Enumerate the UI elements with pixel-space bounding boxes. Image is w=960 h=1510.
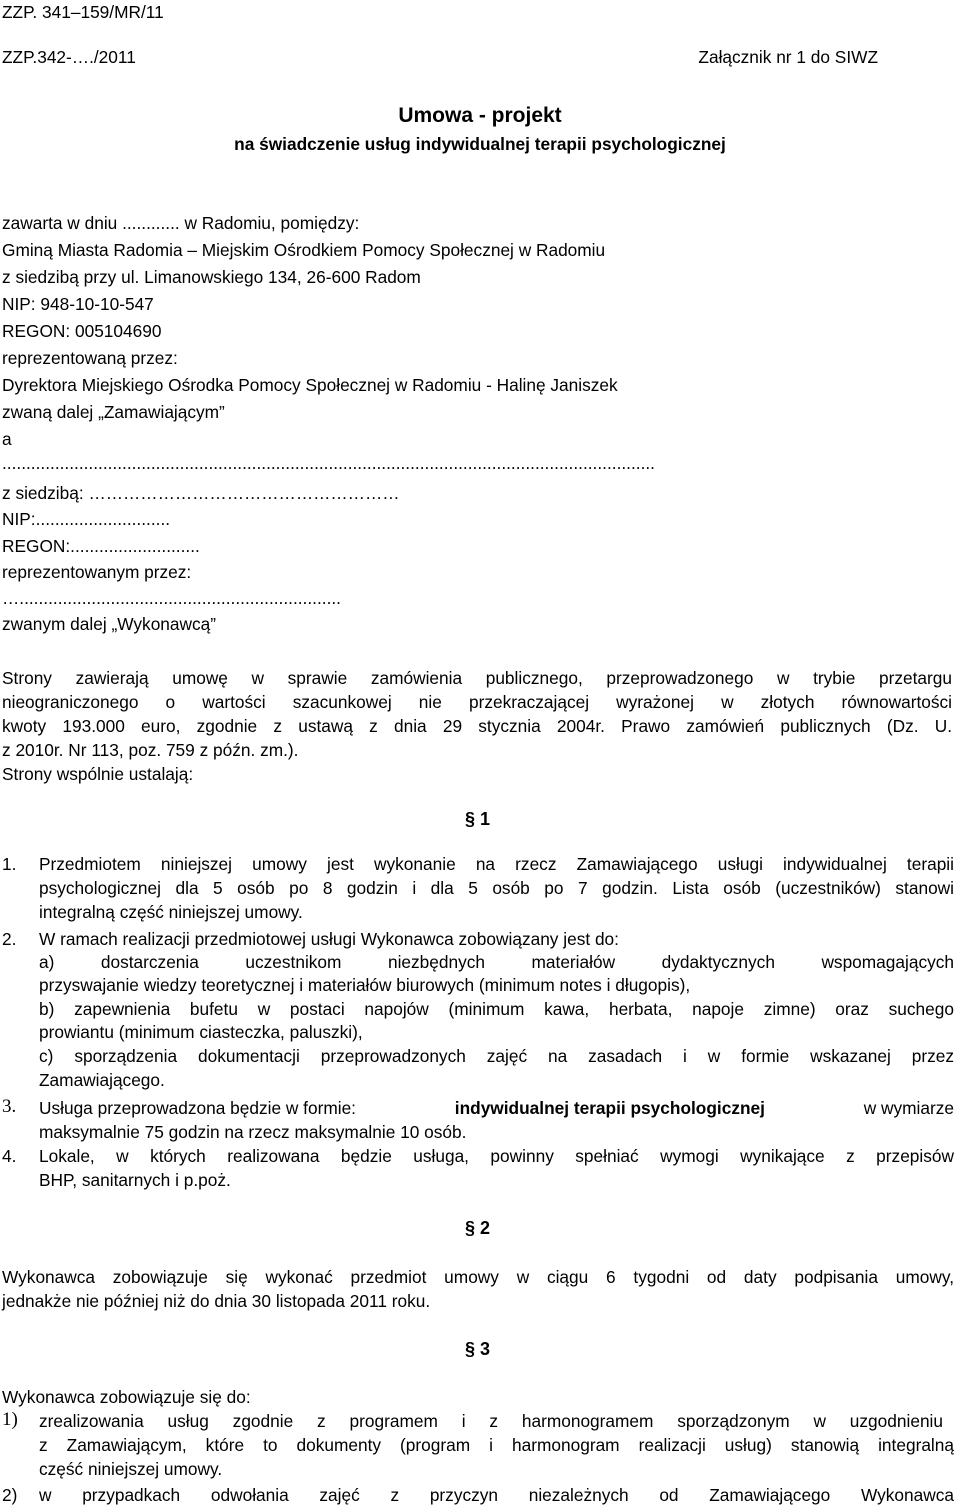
document-subtitle: na świadczenie usług indywidualnej terapii psychologicznej <box>234 134 726 154</box>
item-number: 3. <box>2 1096 17 1117</box>
s1-p1-line: integralną część niniejszej umowy. <box>39 902 303 922</box>
s1-p1-line: Przedmiotem niniejszej umowy jest wykonanie na rzecz Zamawiającego usługi indywidualnej terapii <box>39 854 954 874</box>
s2-line: jednakże nie później niż do dnia 30 listopada 2011 roku. <box>2 1291 431 1311</box>
party-line: REGON: 005104690 <box>2 321 162 341</box>
s1-p2b-line: prowiantu (minimum ciasteczka, paluszki), <box>39 1022 363 1042</box>
s1-p3-line <box>39 1097 954 1119</box>
s1-p2-line: W ramach realizacji przedmiotowej usługi Wykonawca zobowiązany jest do: <box>39 929 619 949</box>
party-line: a <box>2 429 12 449</box>
party-line: zwaną dalej „Zamawiającym” <box>2 402 225 422</box>
s1-p4-line: BHP, sanitarnych i p.poż. <box>39 1170 231 1190</box>
party-line: ........................................................................................................................................ <box>2 453 655 473</box>
party-line: …................................................................... <box>2 588 341 608</box>
s3-p2-line: w przypadkach odwołania zajęć z przyczyn niezależnych od Zamawiającego Wykonawca <box>39 1485 954 1505</box>
party-line: z siedzibą: ……………………………………………… <box>2 483 400 503</box>
party-line: NIP:............................ <box>2 509 171 529</box>
party-line: z siedzibą przy ul. Limanowskiego 134, 26-600 Radom <box>2 267 421 287</box>
s1-p1-line: psychologicznej dla 5 osób po 8 godzin i dla 5 osób po 7 godzin. Lista osób (uczestników) stanowi <box>39 878 954 898</box>
item-number: 1. <box>2 854 17 874</box>
item-number: 2) <box>2 1485 18 1505</box>
s1-p3-text-bold: indywidualnej terapii psychologicznej <box>454 1098 765 1118</box>
attachment-label: Załącznik nr 1 do SIWZ <box>698 47 878 67</box>
party-line: Gminą Miasta Radomia – Miejskim Ośrodkiem Pomocy Społecznej w Radomiu <box>2 240 606 260</box>
item-number: 4. <box>2 1146 17 1166</box>
section-2-heading: § 2 <box>465 1218 491 1238</box>
intro-line: Strony zawierają umowę w sprawie zamówienia publicznego, przeprowadzonego w trybie przetargu <box>2 668 952 688</box>
item-number: 2. <box>2 929 17 949</box>
party-line: reprezentowanym przez: <box>2 562 192 582</box>
s1-p3-text-c: w wymiarze <box>863 1098 954 1118</box>
s3-intro: Wykonawca zobowiązuje się do: <box>2 1387 251 1407</box>
s3-p1-line: zrealizowania usług zgodnie z programem i z harmonogramem sporządzonym w uzgodnieniu <box>39 1411 943 1431</box>
s1-p4-line: Lokale, w których realizowana będzie usługa, powinny spełniać wymogi wynikające z przepisów <box>39 1146 954 1166</box>
party-line: zwanym dalej „Wykonawcą” <box>2 614 217 634</box>
section-3-heading: § 3 <box>465 1339 491 1359</box>
s1-p2a-line: przyswajanie wiedzy teoretycznej i materiałów biurowych (minimum notes i długopis), <box>39 975 691 995</box>
item-number: 1) <box>2 1409 18 1430</box>
intro-line: Strony wspólnie ustalają: <box>2 764 194 784</box>
party-line: Dyrektora Miejskiego Ośrodka Pomocy Społecznej w Radomiu - Halinę Janiszek <box>2 375 618 395</box>
party-line: reprezentowaną przez: <box>2 348 178 368</box>
reference-number-2: ZZP.342-…./2011 <box>2 47 136 67</box>
intro-line: z 2010r. Nr 113, poz. 759 z późn. zm.). <box>2 740 299 760</box>
s1-p2c-line: c) sporządzenia dokumentacji przeprowadzonych zajęć na zasadach i w formie wskazanej przez <box>39 1046 954 1066</box>
s1-p3-text-a: Usługa przeprowadzona będzie w formie: <box>39 1098 356 1118</box>
s1-p2a-line: a) dostarczenia uczestnikom niezbędnych materiałów dydaktycznych wspomagających <box>39 952 954 972</box>
party-line: NIP: 948-10-10-547 <box>2 294 154 314</box>
s3-p1-line: część niniejszej umowy. <box>39 1459 223 1479</box>
s1-p2b-line: b) zapewnienia bufetu w postaci napojów (minimum kawa, herbata, napoje zimne) oraz suchego <box>39 999 954 1019</box>
s2-line: Wykonawca zobowiązuje się wykonać przedmiot umowy w ciągu 6 tygodni od daty podpisania umowy, <box>2 1267 954 1287</box>
s3-p1-line: z Zamawiającym, które to dokumenty (program i harmonogram realizacji usług) stanowią integralną <box>39 1435 954 1455</box>
s1-p2c-line: Zamawiającego. <box>39 1070 165 1090</box>
intro-line: kwoty 193.000 euro, zgodnie z ustawą z dnia 29 stycznia 2004r. Prawo zamówień publicznych (Dz. U. <box>2 716 952 736</box>
section-1-heading: § 1 <box>465 809 491 829</box>
intro-line: nieograniczonego o wartości szacunkowej nie przekraczającej wyrażonej w złotych równowartości <box>2 692 952 712</box>
s1-p3-line: maksymalnie 75 godzin na rzecz maksymalnie 10 osób. <box>39 1122 467 1142</box>
party-line: REGON:........................... <box>2 536 200 556</box>
reference-number-1: ZZP. 341–159/MR/11 <box>2 2 164 22</box>
party-line: zawarta w dniu ............ w Radomiu, pomiędzy: <box>2 213 360 233</box>
document-title: Umowa - projekt <box>398 104 562 127</box>
